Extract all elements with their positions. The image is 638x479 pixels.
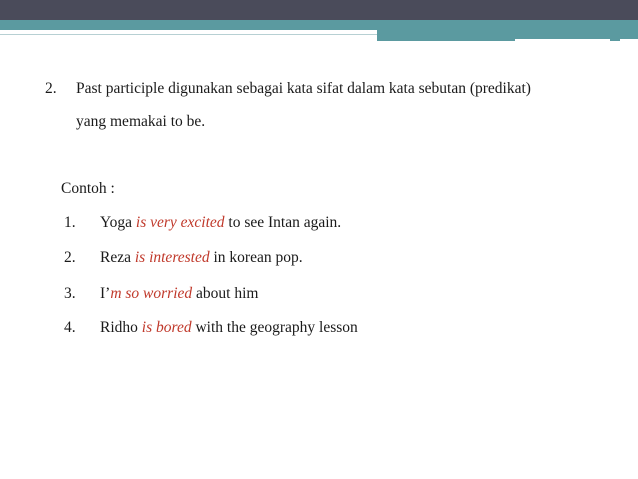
header-accent-line-end [620, 39, 638, 41]
example-number: 1. [64, 214, 76, 231]
example-text: Ridho [100, 319, 142, 336]
example-highlight: is bored [141, 319, 192, 336]
example-highlight: m so worried [110, 285, 193, 302]
contoh-label: Contoh : [61, 180, 115, 197]
header-bar-dark [0, 0, 638, 20]
example-text: with the geography lesson [191, 319, 358, 336]
header-thin-line [0, 34, 377, 35]
example-sentence [100, 213, 341, 233]
header-accent-line [515, 39, 610, 41]
point-number: 2. [45, 80, 57, 97]
example-text: to see Intan again. [224, 214, 342, 231]
point-text-line2: yang memakai to be. [76, 113, 206, 130]
example-text: in korean pop. [209, 249, 303, 266]
example-highlight: is interested [134, 249, 210, 266]
example-sentence [100, 318, 358, 338]
header-bar-teal [0, 20, 638, 30]
example-text: I’ [100, 285, 111, 302]
example-number: 4. [64, 319, 76, 336]
example-text: Reza [100, 249, 135, 266]
example-highlight: is very excited [135, 214, 225, 231]
example-sentence [100, 284, 258, 304]
example-number: 3. [64, 285, 76, 302]
example-number: 2. [64, 249, 76, 266]
point-text-line1: Past participle digunakan sebagai kata sifat dalam kata sebutan (predikat) [76, 80, 531, 97]
example-text: about him [192, 285, 259, 302]
example-sentence [100, 248, 303, 268]
example-text: Yoga [100, 214, 136, 231]
